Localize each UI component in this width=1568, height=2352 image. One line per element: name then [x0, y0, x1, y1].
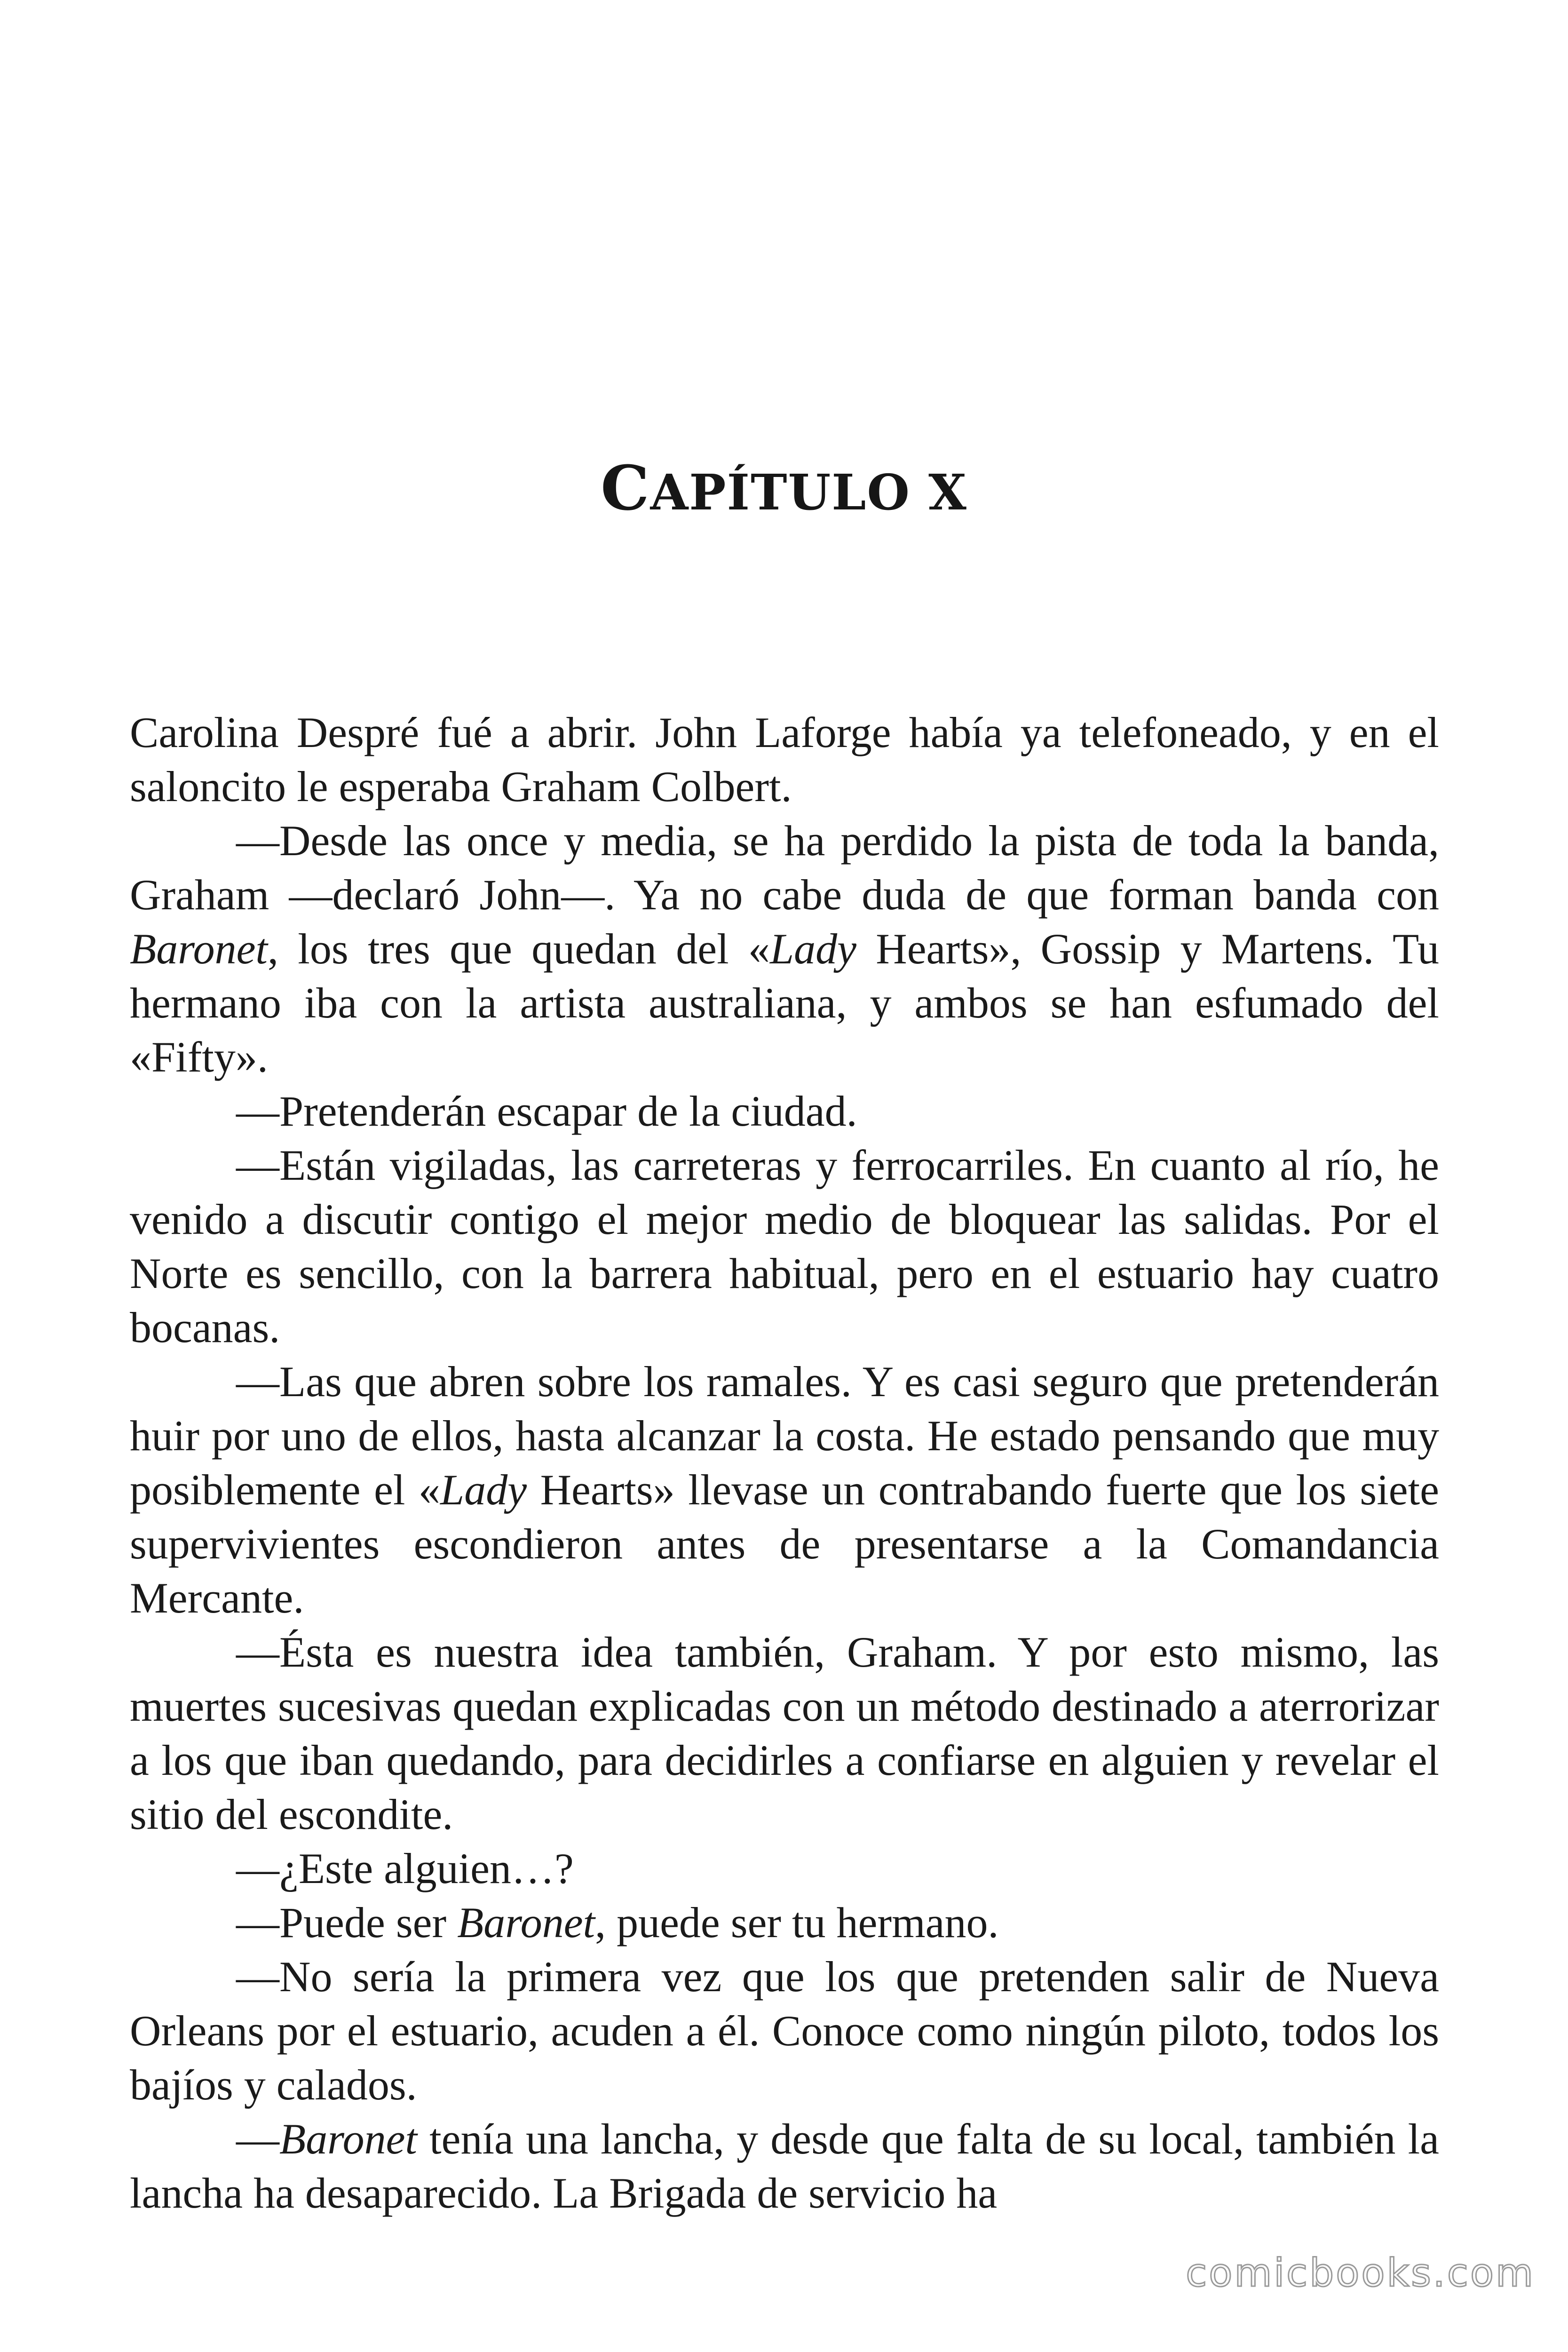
paragraph: —Pretenderán escapar de la ciudad. — [236, 1087, 857, 1135]
paragraph: —Están vigiladas, las carreteras y ferrocarriles. En cuanto al río, he venido a discutir contigo el mejor medio de bloquear las salidas. Por el Norte es sencillo, con la barrera habitual, pero en el estuario hay cuatro bocanas. — [130, 1141, 1439, 1351]
paragraph: —No sería la primera vez que los que pretenden salir de Nueva Orleans por el estuario, acuden a él. Conoce como ningún piloto, todos los bajíos y calados. — [130, 1953, 1439, 2109]
chapter-body — [130, 706, 1439, 2220]
paragraph: —Baronet tenía una lancha, y desde que falta de su local, también la lancha ha desaparecido. La Brigada de servicio ha — [130, 2115, 1439, 2217]
paragraph: —¿Este alguien…? — [236, 1844, 574, 1892]
chapter-title-initial: C — [601, 452, 650, 524]
paragraph: —Puede ser Baronet, puede ser tu hermano. — [236, 1899, 999, 1947]
paragraph: —Las que abren sobre los ramales. Y es casi seguro que pretenderán huir por uno de ellos, hasta alcanzar la costa. He estado pensando que muy posiblemente el «Lady Hearts» llevase un contrabando fuerte que los siete supervivientes escondieron antes de presentarse a la Comandancia Mercante. — [130, 1358, 1439, 1622]
watermark: comicbooks.com — [1186, 2251, 1535, 2296]
chapter-title — [0, 452, 1568, 525]
chapter-title-rest: APÍTULO X — [650, 463, 967, 521]
paragraph: —Desde las once y media, se ha perdido la pista de toda la banda, Graham —declaró John—. Ya no cabe duda de que forman banda con Baronet, los tres que quedan del «Lady Hearts», Gossip y Martens. Tu hermano iba con la artista australiana, y ambos se han esfumado del «Fifty». — [130, 817, 1439, 1081]
paragraph: Carolina Despré fué a abrir. John Laforge había ya telefoneado, y en el saloncito le esperaba Graham Colbert. — [130, 708, 1439, 810]
paragraph: —Ésta es nuestra idea también, Graham. Y por esto mismo, las muertes sucesivas quedan explicadas con un método destinado a aterrorizar a los que iban quedando, para decidirles a confiarse en alguien y revelar el sitio del escondite. — [130, 1628, 1439, 1838]
